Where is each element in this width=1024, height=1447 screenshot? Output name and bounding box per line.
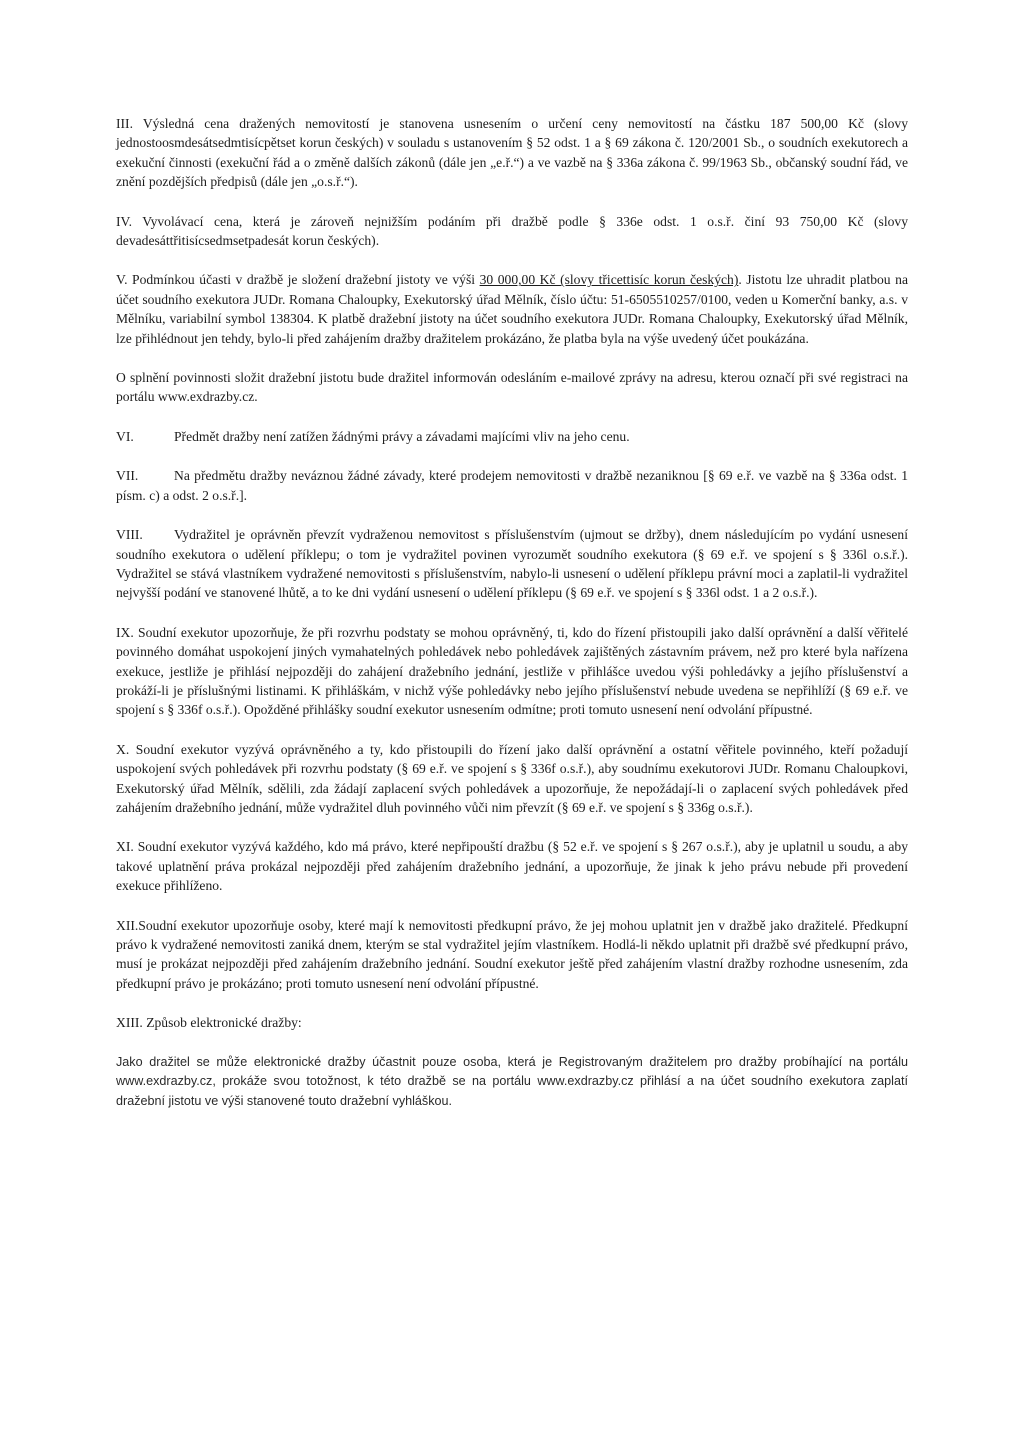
- paragraph-vi-text: Předmět dražby není zatížen žádnými právy a závadami majícími vliv na jeho cenu.: [174, 428, 630, 444]
- paragraph-viii-number: VIII.: [116, 527, 143, 543]
- paragraph-viii: [116, 525, 908, 603]
- paragraph-xi: XI. Soudní exekutor vyzývá každého, kdo má právo, které nepřipouští dražbu (§ 52 e.ř. ve spojení s § 267 o.s.ř.), aby je uplatnil u soudu, a aby takové uplatnění práva prokázal nejpozději před zahájením dražebního jednání, a upozorňuje, že jinak k jeho právu nebude při provedení exekuce přihlíženo.: [116, 839, 908, 894]
- paragraph-vii-text: Na předmětu dražby neváznou žádné závady, které prodejem nemovitosti v dražbě nezaniknou [§ 69 e.ř. ve vazbě na § 336a odst. 1 písm. c) a odst. 2 o.s.ř.].: [116, 468, 908, 503]
- document-page: [116, 114, 908, 1111]
- paragraph-xiii-heading: XIII. Způsob elektronické dražby:: [116, 1015, 302, 1031]
- paragraph-x: X. Soudní exekutor vyzývá oprávněného a ty, kdo přistoupili do řízení jako další oprávnění a ostatní věřitele povinného, kteří požadují uspokojení svých pohledávek při rozvrhu podstaty (§ 69 e.ř. ve spojení s § 336f o.s.ř.), aby soudnímu exekutorovi JUDr. Romanu Chaloupkovi, Exekutorský úřad Mělník, sdělili, zda žádají zaplacení svých pohledávek a upozorňuje, že nepožádají-li o zaplacení svých pohledávek před zahájením dražebního jednání, může vydražitel dluh povinného vůči nim převzít (§ 69 e.ř. ve spojení s § 336g o.s.ř.).: [116, 741, 908, 815]
- paragraph-vii-number: VII.: [116, 468, 139, 484]
- paragraph-v-start: V. Podmínkou účasti v dražbě je složení dražební jistoty ve výši: [116, 272, 480, 288]
- paragraph-xii: XII.Soudní exekutor upozorňuje osoby, které mají k nemovitosti předkupní právo, že jej mohou uplatnit jen v dražbě jako dražitelé. Předkupní právo k vydražené nemovitosti zaniká dnem, kterým se stal vydražitel jejím vlastníkem. Hodlá-li někdo uplatnit při dražbě své předkupní právo, musí je prokázat nejpozději před zahájením dražebního jednání. Soudní exekutor ještě před zahájením vlastní dražby rozhodne usnesením, zda předkupní právo je prokázáno; proti tomuto usnesení není odvolání přípustné.: [116, 917, 908, 991]
- paragraph-vii: [116, 466, 908, 505]
- paragraph-iii: III. Výsledná cena dražených nemovitostí je stanovena usnesením o určení ceny nemovitostí na částku 187 500,00 Kč (slovy jednostoosmdesátsedmtisícpětset korun českých) v souladu s ustanovením § 52 odst. 1 a § 69 zákona č. 120/2001 Sb., o soudních exekutorech a exekuční činnosti (exekuční řád a o změně dalších zákonů (dále jen „e.ř.“) a ve vazbě na § 336a zákona č. 99/1963 Sb., občanský soudní řád, ve znění pozdějších předpisů (dále jen „o.s.ř.“).: [116, 116, 908, 190]
- paragraph-xiii-text: Jako dražitel se může elektronické dražby účastnit pouze osoba, která je Registrovaným dražitelem pro dražby probíhající na portálu www.exdrazby.cz, prokáže svou totožnost, k této dražbě se na portálu www.exdrazby.cz přihlásí a na účet soudního exekutora zaplatí dražební jistotu ve výši stanovené touto dražební vyhláškou.: [116, 1054, 908, 1108]
- paragraph-vi-number: VI.: [116, 428, 134, 444]
- paragraph-v: [116, 270, 908, 348]
- paragraph-v-end: . Jistotu lze uhradit platbou na účet soudního exekutora JUDr. Romana Chaloupky, Exekutorský úřad Mělník, číslo účtu: 51-6505510257/0100, veden u Komerční banky, a.s. v Mělníku, variabilní symbol 138304. K platbě dražební jistoty na účet soudního exekutora JUDr. Romana Chaloupky, Exekutorský úřad Mělník, lze přihlédnout jen tehdy, bylo-li před zahájením dražby dražitelem prokázáno, že platba byla na výše uvedený účet poukázána.: [116, 272, 908, 346]
- paragraph-v-notice: O splnění povinnosti složit dražební jistotu bude dražitel informován odesláním e-mailové zprávy na adresu, kterou označí při své registraci na portálu www.exdrazby.cz.: [116, 370, 908, 405]
- paragraph-iv: IV. Vyvolávací cena, která je zároveň nejnižším podáním při dražbě podle § 336e odst. 1 o.s.ř. činí 93 750,00 Kč (slovy devadesáttřitisícsedmsetpadesát korun českých).: [116, 213, 908, 249]
- paragraph-ix: IX. Soudní exekutor upozorňuje, že při rozvrhu podstaty se mohou oprávněný, ti, kdo do řízení přistoupili jako další oprávnění a další věřitelé povinného domáhat uspokojení jiných vymahatelných pohledávek nebo pohledávek zajištěných zástavním právem, než pro které byla nařízena exekuce, jestliže je přihlásí nejpozději do zahájení dražebního jednání, jestliže v přihlášce uvedou výši pohledávky a jejího příslušenství a prokáží-li je příslušnými listinami. K přihláškám, v nichž výše pohledávky nebo jejího příslušenství nebude uvedena se nepřihlíží (§ 69 e.ř. ve spojení s § 336f o.s.ř.). Opožděné přihlášky soudní exekutor usnesením odmítne; proti tomuto usnesení není odvolání přípustné.: [116, 624, 908, 718]
- paragraph-vi: [116, 427, 908, 446]
- paragraph-viii-text: Vydražitel je oprávněn převzít vydraženou nemovitost s příslušenstvím (ujmout se držby), dnem následujícím po vydání usnesení soudního exekutora o udělení příklepu; o tom je vydražitel povinen vyrozumět soudního exekutora (§ 69 e.ř. ve spojení s § 336l o.s.ř.). Vydražitel se stává vlastníkem vydražené nemovitosti s příslušenstvím, nabylo-li usnesení o udělení příklepu právní moci a zaplatil-li vydražitel nejvyšší podání ve stanovené lhůtě, a to ke dni vydání usnesení o udělení příklepu (§ 69 e.ř. ve spojení s § 336l odst. 1 a 2 o.s.ř.).: [116, 527, 908, 601]
- jistota-amount: 30 000,00 Kč (slovy třicettisíc korun českých): [479, 272, 739, 288]
